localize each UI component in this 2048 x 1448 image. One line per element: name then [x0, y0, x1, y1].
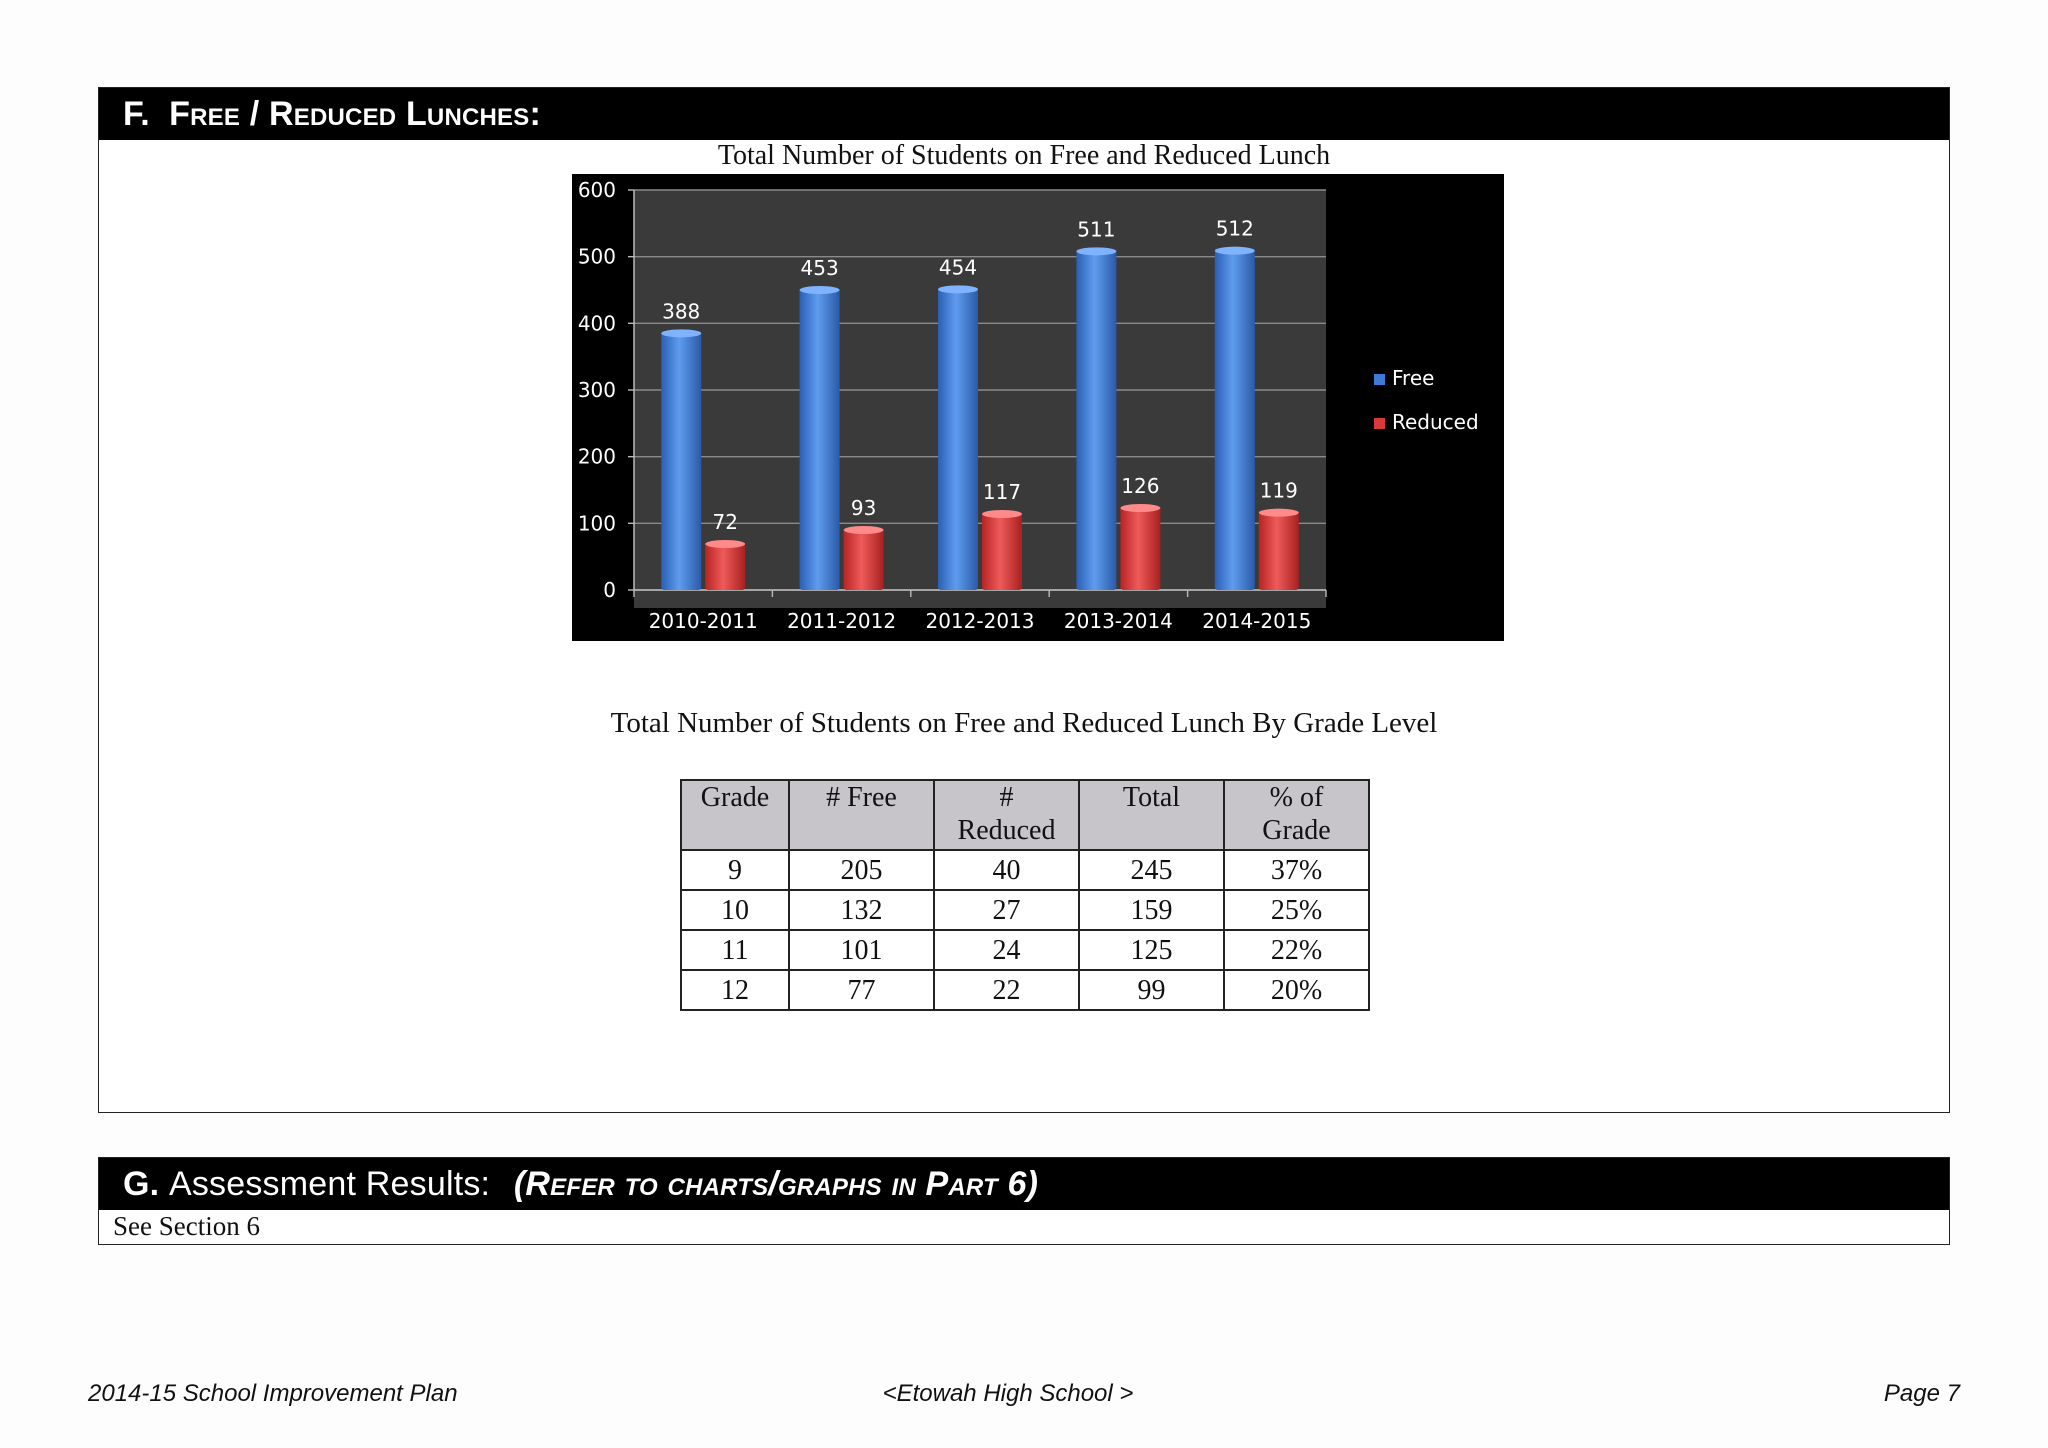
header-reduced: # Reduced	[934, 780, 1079, 850]
x-tick-label: 2012-2013	[925, 609, 1035, 633]
bar-reduced	[1120, 506, 1160, 590]
legend-swatch-free	[1374, 374, 1385, 385]
header-free: # Free	[789, 780, 934, 850]
table-title: Total Number of Students on Free and Reduced Lunch By Grade Level	[610, 707, 1438, 739]
grade-level-table	[680, 779, 1370, 1011]
section-f-letter: F.	[123, 95, 150, 133]
footer-page-number: Page 7	[1883, 1380, 1960, 1407]
bar-free	[1215, 249, 1255, 590]
legend-label-reduced: Reduced	[1392, 410, 1479, 434]
x-tick-label: 2011-2012	[787, 609, 897, 633]
data-label-reduced: 72	[712, 510, 738, 534]
x-tick-label: 2013-2014	[1063, 609, 1173, 633]
y-tick-label: 600	[577, 178, 616, 202]
data-label-reduced: 117	[982, 480, 1022, 504]
bar-free	[938, 287, 978, 590]
data-label-reduced: 93	[850, 496, 877, 520]
cell-free: 132	[789, 890, 934, 930]
bar-free	[661, 331, 701, 590]
section-g-letter: G.	[123, 1165, 160, 1203]
y-tick-label: 300	[577, 378, 616, 402]
data-label-free: 388	[662, 299, 701, 324]
bar-reduced-top	[844, 526, 884, 534]
cell-reduced: 22	[934, 970, 1079, 1010]
cell-percent: 25%	[1224, 890, 1369, 930]
cell-reduced: 40	[934, 850, 1079, 890]
table-row	[681, 970, 1369, 1010]
bar-free-top	[1076, 247, 1116, 255]
data-label-reduced: 126	[1121, 474, 1160, 498]
cell-total: 99	[1079, 970, 1224, 1010]
table-row	[681, 890, 1369, 930]
section-g-header	[99, 1158, 1949, 1210]
chart-title: Total Number of Students on Free and Reduced Lunch	[717, 140, 1331, 171]
cell-total: 159	[1079, 890, 1224, 930]
bar-reduced	[844, 528, 884, 590]
cell-grade: 9	[681, 850, 789, 890]
bar-reduced-top	[705, 540, 745, 548]
bar-reduced	[982, 512, 1022, 590]
header-total: Total	[1079, 780, 1224, 850]
bar-chart	[572, 174, 1504, 641]
cell-percent: 22%	[1224, 930, 1369, 970]
y-tick-label: 500	[577, 244, 616, 269]
cell-free: 101	[789, 930, 934, 970]
header-grade: Grade	[681, 780, 789, 850]
bar-reduced-top	[982, 510, 1022, 518]
bar-free-top	[938, 285, 978, 293]
bar-reduced	[705, 542, 745, 590]
legend-swatch-reduced	[1374, 418, 1385, 429]
section-g-title: Assessment Results:	[168, 1165, 491, 1203]
section-g-box	[98, 1157, 1950, 1245]
footer-center: <Etowah High School >	[882, 1380, 1134, 1407]
bar-free	[1076, 249, 1116, 590]
cell-total: 245	[1079, 850, 1224, 890]
cell-reduced: 24	[934, 930, 1079, 970]
table-row	[681, 930, 1369, 970]
bar-reduced-top	[1120, 504, 1160, 512]
data-label-free: 454	[938, 255, 978, 280]
data-label-free: 453	[800, 256, 839, 280]
cell-percent: 37%	[1224, 850, 1369, 890]
section-g-body: See Section 6	[113, 1211, 260, 1241]
cell-percent: 20%	[1224, 970, 1369, 1010]
bar-free-top	[800, 286, 840, 294]
cell-grade: 12	[681, 970, 789, 1010]
data-label-free: 512	[1215, 216, 1254, 241]
x-tick-label: 2010-2011	[648, 609, 758, 633]
section-g-subtitle: (Refer to charts/graphs in Part 6)	[513, 1165, 1039, 1203]
y-tick-label: 100	[577, 511, 616, 536]
table-header-row	[681, 780, 1369, 850]
table-row	[681, 850, 1369, 890]
cell-total: 125	[1079, 930, 1224, 970]
section-f-title: Free / Reduced Lunches:	[169, 95, 541, 133]
legend-label-free: Free	[1392, 366, 1435, 390]
data-label-reduced: 119	[1259, 478, 1298, 503]
cell-grade: 11	[681, 930, 789, 970]
footer-left: 2014-15 School Improvement Plan	[88, 1380, 458, 1407]
y-tick-label: 400	[577, 311, 616, 336]
bar-free	[800, 288, 840, 590]
bar-reduced-top	[1259, 509, 1299, 517]
section-f-header	[99, 88, 1949, 140]
x-tick-label: 2014-2015	[1202, 609, 1312, 633]
cell-free: 77	[789, 970, 934, 1010]
bar-free-top	[661, 329, 701, 337]
bar-chart-svg	[572, 174, 1504, 641]
bar-free-top	[1215, 247, 1255, 255]
header-percent: % of Grade	[1224, 780, 1369, 850]
data-label-free: 511	[1077, 217, 1116, 242]
cell-reduced: 27	[934, 890, 1079, 930]
y-tick-label: 200	[577, 444, 616, 469]
y-tick-label: 0	[603, 578, 616, 602]
cell-grade: 10	[681, 890, 789, 930]
cell-free: 205	[789, 850, 934, 890]
bar-reduced	[1259, 511, 1299, 590]
